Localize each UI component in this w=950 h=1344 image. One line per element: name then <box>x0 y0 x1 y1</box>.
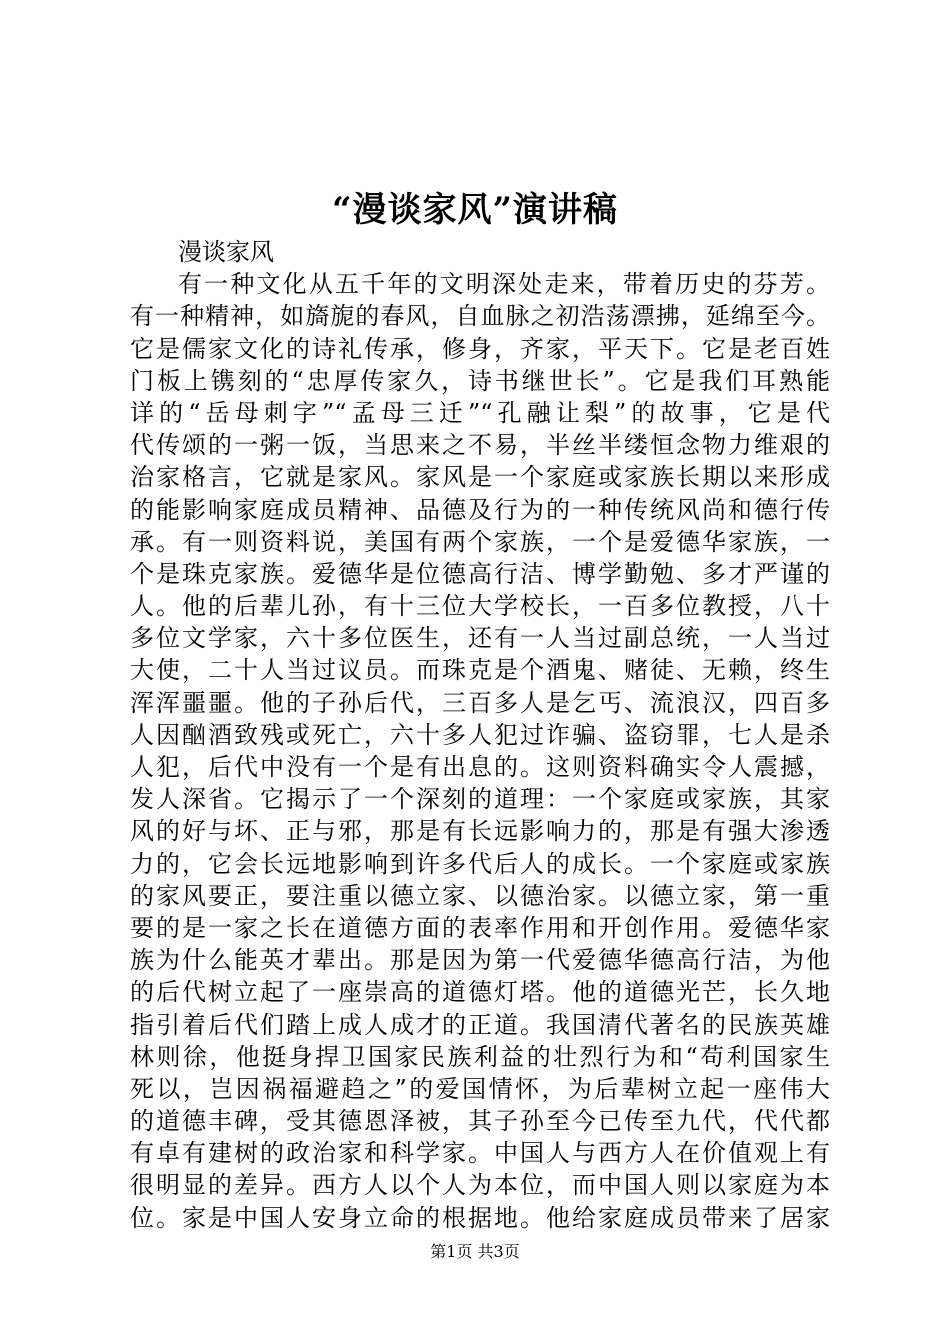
paragraph-line: 承。有一则资料说，美国有两个家族，一个是爱德华家族，一 <box>130 527 830 556</box>
paragraph-line: 门板上镌刻的“忠厚传家久，诗书继世长”。它是我们耳熟能 <box>130 366 830 395</box>
paragraph-line: 浑浑噩噩。他的子孙后代，三百多人是乞丐、流浪汉，四百多 <box>130 688 830 717</box>
page-title: “漫谈家风”演讲稿 <box>331 190 619 230</box>
paragraph-line: 的家风要正，要注重以德立家、以德治家。以德立家，第一重 <box>130 881 830 910</box>
paragraph-line: 人因酗酒致残或死亡，六十多人犯过诈骗、盗窃罪，七人是杀 <box>130 720 830 749</box>
paragraph-line: 指引着后代们踏上成人成才的正道。我国清代著名的民族英雄 <box>130 1010 830 1039</box>
paragraph-line: 它是儒家文化的诗礼传承，修身，齐家，平天下。它是老百姓 <box>130 334 830 363</box>
paragraph-line: 发人深省。它揭示了一个深刻的道理：一个家庭或家族，其家 <box>130 785 830 814</box>
paragraph-line: 的道德丰碑，受其德恩泽被，其子孙至今已传至九代，代代都 <box>130 1107 830 1136</box>
paragraph-line: 人。他的后辈儿孙，有十三位大学校长，一百多位教授，八十 <box>130 592 830 621</box>
paragraph-line: 有一种精神，如旖旎的春风，自血脉之初浩荡漂拂，延绵至今。 <box>130 302 830 331</box>
page-number: 第1页 共3页 <box>430 1242 520 1261</box>
subtitle: 漫谈家风 <box>178 238 274 266</box>
paragraph-line: 林则徐，他挺身捍卫国家民族利益的壮烈行为和“苟利国家生 <box>130 1042 830 1071</box>
paragraph-line: 的后代树立起了一座崇高的道德灯塔。他的道德光芒，长久地 <box>130 978 830 1007</box>
paragraph-line: 代传颂的一粥一饭，当思来之不易，半丝半缕恒念物力维艰的 <box>130 431 830 460</box>
paragraph-line: 力的，它会长远地影响到许多代后人的成长。一个家庭或家族 <box>130 849 830 878</box>
paragraph-line: 有卓有建树的政治家和科学家。中国人与西方人在价值观上有 <box>130 1139 830 1168</box>
paragraph-line: 风的好与坏、正与邪，那是有长远影响力的，那是有强大渗透 <box>130 817 830 846</box>
paragraph-line: 个是珠克家族。爱德华是位德高行洁、博学勤勉、多才严谨的 <box>130 559 830 588</box>
document-body <box>130 236 830 1234</box>
paragraph-line: 死以，岂因祸福避趋之”的爱国情怀，为后辈树立起一座伟大 <box>130 1074 830 1103</box>
paragraph-line: 详的“岳母刺字”“孟母三迁”“孔融让梨”的故事，它是代 <box>130 398 830 427</box>
paragraph-line: 多位文学家，六十多位医生，还有一人当过副总统，一人当过 <box>130 624 830 653</box>
paragraph-line: 治家格言，它就是家风。家风是一个家庭或家族长期以来形成 <box>130 463 830 492</box>
paragraph-line: 很明显的差异。西方人以个人为本位，而中国人则以家庭为本 <box>130 1171 830 1200</box>
paragraph-line: 有一种文化从五千年的文明深处走来，带着历史的芬芳。 <box>178 270 830 299</box>
paragraph-line: 要的是一家之长在道德方面的表率作用和开创作用。爱德华家 <box>130 913 830 942</box>
paragraph-line: 位。家是中国人安身立命的根据地。他给家庭成员带来了居家 <box>130 1203 830 1232</box>
paragraph-line: 族为什么能英才辈出。那是因为第一代爱德华德高行洁，为他 <box>130 946 830 975</box>
paragraph-line: 人犯，后代中没有一个是有出息的。这则资料确实令人震撼， <box>130 753 830 781</box>
paragraph-line: 的能影响家庭成员精神、品德及行为的一种传统风尚和德行传 <box>130 495 830 524</box>
paragraph-line: 大使，二十人当过议员。而珠克是个酒鬼、赌徒、无赖，终生 <box>130 656 830 685</box>
